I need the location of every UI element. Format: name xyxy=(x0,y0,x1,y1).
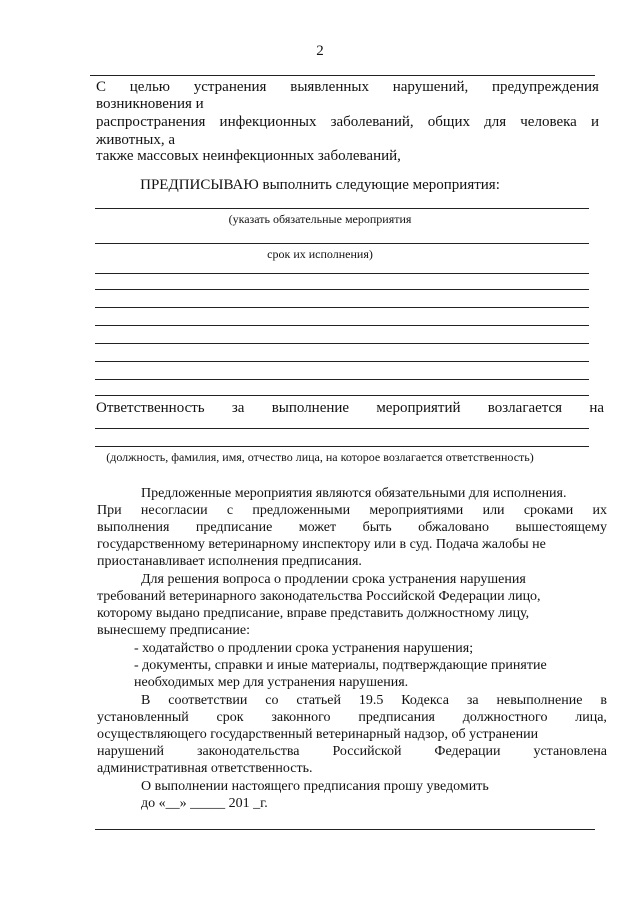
body-word: соответствии xyxy=(168,693,248,708)
body-word: срок xyxy=(216,710,244,725)
intro-word: общих xyxy=(427,114,470,130)
paragraph-4-line-2 xyxy=(97,709,607,727)
list-item-1: - ходатайство о продлении срока устранения нарушения; xyxy=(134,641,474,656)
body-word: с xyxy=(226,503,234,518)
blank-line xyxy=(95,273,589,274)
blank-line-person xyxy=(95,428,589,429)
body-word: При xyxy=(97,503,122,518)
body-word: со xyxy=(265,693,279,708)
list-item-2-line-1: - документы, справки и иные материалы, подтверждающие принятие xyxy=(134,658,547,673)
body-word: вышестоящему xyxy=(515,520,607,535)
paragraph-4-line-3: осуществляющего государственный ветеринарный надзор, об устранении xyxy=(97,727,539,742)
intro-word: инфекционных xyxy=(219,114,317,130)
body-word: или xyxy=(482,503,505,518)
intro-word: для xyxy=(484,114,507,130)
body-word: за xyxy=(466,693,479,708)
intro-word: распространения xyxy=(96,114,206,130)
body-word: нарушений xyxy=(97,744,164,759)
intro-word: нарушений, xyxy=(392,79,469,95)
paragraph-4-line-4 xyxy=(97,743,607,761)
body-word: несогласии xyxy=(140,503,208,518)
paragraph-3-line-2: требований ветеринарного законодательства Российской Федерации лицо, xyxy=(97,589,541,604)
caption-deadline: срок их исполнения) xyxy=(267,247,373,261)
body-word: установленный xyxy=(97,710,189,725)
body-word: выполнения xyxy=(97,520,170,535)
body-word: обжаловано xyxy=(418,520,489,535)
blank-line-person xyxy=(95,446,589,447)
intro-line-5: также массовых неинфекционных заболеваний, xyxy=(96,148,401,164)
caption-person: (должность, фамилия, имя, отчество лица, на которое возлагается ответственность) xyxy=(106,450,534,464)
body-word: сроками xyxy=(523,503,574,518)
blank-line xyxy=(95,325,589,326)
page-number: 2 xyxy=(316,43,324,59)
list-item-2-line-2: необходимых мер для устранения нарушения. xyxy=(134,675,409,690)
responsibility-word: возлагается xyxy=(487,400,563,416)
blank-line xyxy=(95,289,589,290)
paragraph-4-line-1 xyxy=(141,692,607,710)
body-word: предложенными xyxy=(252,503,351,518)
intro-word: и xyxy=(590,114,599,130)
body-word: невыполнение xyxy=(496,693,583,708)
intro-word: С xyxy=(96,79,107,95)
body-word: статьей xyxy=(296,693,341,708)
blank-line xyxy=(95,395,589,396)
intro-word: целью xyxy=(129,79,170,95)
responsibility-word: за xyxy=(231,400,245,416)
paragraph-3-line-1: Для решения вопроса о продлении срока устранения нарушения xyxy=(141,572,526,587)
intro-line-2: возникновения и xyxy=(96,96,204,112)
bottom-rule xyxy=(95,829,595,830)
intro-word: человека xyxy=(520,114,577,130)
blank-line xyxy=(95,307,589,308)
intro-line-3 xyxy=(96,113,599,132)
responsibility-word: на xyxy=(589,400,604,416)
responsibility-word: мероприятий xyxy=(376,400,461,416)
paragraph-2-line-1 xyxy=(97,502,607,520)
body-word: мероприятиями xyxy=(369,503,464,518)
body-word: 19.5 xyxy=(358,693,384,708)
intro-line-4: животных, а xyxy=(96,132,175,148)
notify-request: О выполнении настоящего предписания прошу уведомить xyxy=(141,779,489,794)
body-word: Федерации xyxy=(434,744,501,759)
body-word: в xyxy=(600,693,607,708)
intro-word: устранения xyxy=(193,79,267,95)
body-word: законного xyxy=(271,710,331,725)
intro-word: заболеваний, xyxy=(330,114,414,130)
body-word: может xyxy=(298,520,337,535)
blank-line xyxy=(95,361,589,362)
body-word: предписания xyxy=(358,710,435,725)
body-word: их xyxy=(592,503,607,518)
paragraph-3-line-4: вынесшему предписание: xyxy=(97,623,250,638)
blank-line-deadline xyxy=(95,243,589,244)
paragraph-2-line-3: государственному ветеринарному инспектору или в суд. Подача жалобы не xyxy=(97,537,546,552)
paragraph-2-line-2 xyxy=(97,519,607,537)
body-word: установлена xyxy=(533,744,607,759)
responsibility-line xyxy=(96,399,604,418)
body-word: предписание xyxy=(195,520,273,535)
paragraph-3-line-3: которому выдано предписание, вправе представить должностному лицу, xyxy=(97,606,530,621)
top-rule xyxy=(90,75,595,76)
responsibility-word: выполнение xyxy=(271,400,350,416)
body-word: Российской xyxy=(332,744,402,759)
body-word: должностного xyxy=(462,710,548,725)
body-word: В xyxy=(141,693,151,708)
blank-line xyxy=(95,379,589,380)
intro-word: выявленных xyxy=(290,79,369,95)
caption-measures: (указать обязательные мероприятия xyxy=(228,212,412,226)
intro-word: предупреждения xyxy=(492,79,599,95)
body-word: законодательства xyxy=(196,744,300,759)
paragraph-4-line-5: административная ответственность. xyxy=(97,761,313,776)
body-word: Кодекса xyxy=(401,693,449,708)
order-heading: ПРЕДПИСЫВАЮ выполнить следующие мероприятия: xyxy=(140,177,500,193)
notify-date-line: до «__» _____ 201 _г. xyxy=(141,796,268,811)
body-word: быть xyxy=(362,520,392,535)
blank-line xyxy=(95,343,589,344)
body-word: лица, xyxy=(575,710,607,725)
responsibility-word: Ответственность xyxy=(96,400,205,416)
blank-line-measures xyxy=(95,208,589,209)
paragraph-2-line-4: приостанавливает исполнения предписания. xyxy=(97,554,362,569)
paragraph-1: Предложенные мероприятия являются обязательными для исполнения. xyxy=(141,486,567,501)
